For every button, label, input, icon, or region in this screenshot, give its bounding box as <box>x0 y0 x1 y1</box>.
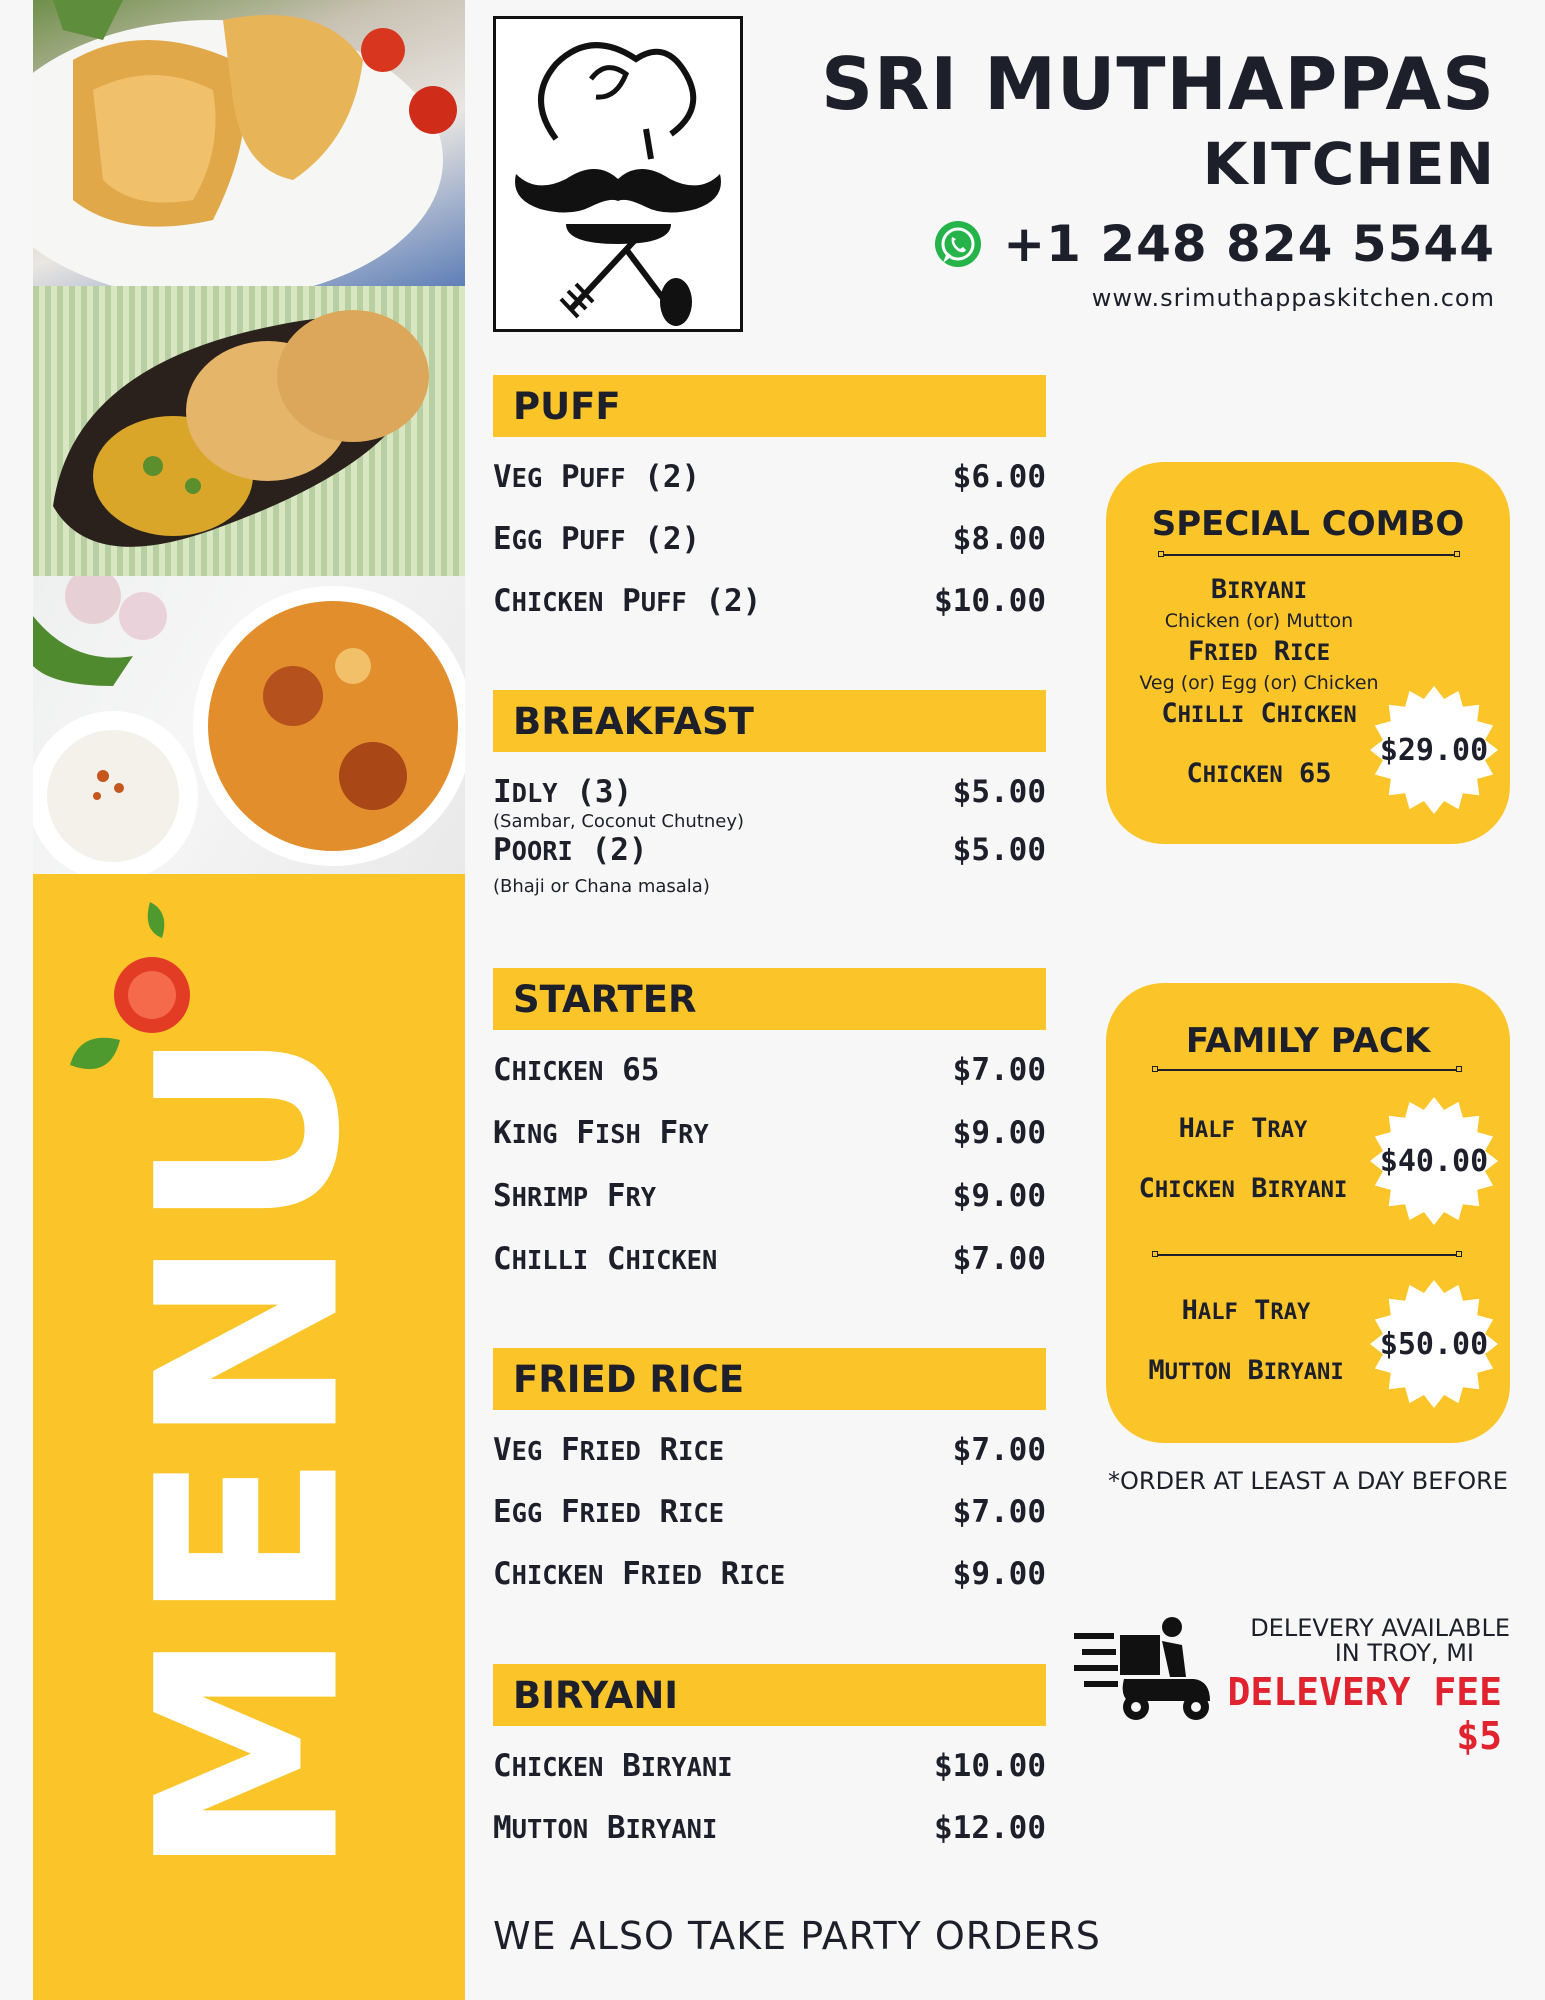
item-name: SHRIMP FRY <box>493 1178 657 1214</box>
item-name: CHICKEN FRIED RICE <box>493 1556 786 1592</box>
special-combo-title: SPECIAL COMBO <box>1151 504 1465 544</box>
chef-logo <box>493 16 743 332</box>
item-price: $12.00 <box>934 1810 1046 1846</box>
delivery-scooter-icon <box>1074 1615 1214 1725</box>
order-note: *ORDER AT LEAST A DAY BEFORE <box>1108 1467 1508 1495</box>
divider <box>1164 554 1454 556</box>
item-price: $7.00 <box>952 1432 1046 1468</box>
biryani-heading: BIRYANI <box>493 1664 1046 1726</box>
item-name: IDLY (3) <box>493 774 633 810</box>
combo-item: BIRYANI <box>1210 574 1308 605</box>
pack-line: CHICKEN BIRYANI <box>1138 1173 1348 1204</box>
puff-photo <box>33 0 465 286</box>
menu-item <box>493 774 1046 832</box>
family-pack-card <box>1106 983 1510 1443</box>
delivery-fee: DELEVERY FEE $5 <box>1227 1670 1502 1758</box>
biryani-photo-art <box>33 576 465 874</box>
item-name: CHICKEN PUFF (2) <box>493 583 762 619</box>
menu-item <box>493 521 1046 557</box>
pack-line: HALF TRAY <box>1178 1113 1308 1144</box>
combo-item-sub: Veg (or) Egg (or) Chicken <box>1139 672 1379 694</box>
puff-section <box>493 375 1046 619</box>
divider <box>1158 1069 1456 1071</box>
item-price: $7.00 <box>952 1241 1046 1277</box>
delivery-line: IN TROY, MI <box>1334 1639 1474 1667</box>
party-orders-footer: WE ALSO TAKE PARTY ORDERS <box>493 1914 1101 1958</box>
delivery-availability <box>1200 1616 1510 1666</box>
item-name: VEG FRIED RICE <box>493 1432 725 1468</box>
item-price: $10.00 <box>934 1748 1046 1784</box>
item-price: $6.00 <box>952 459 1046 495</box>
item-price: $7.00 <box>952 1052 1046 1088</box>
puff-photo-art <box>33 0 465 286</box>
item-price: $5.00 <box>952 774 1046 810</box>
menu-item <box>493 1810 1046 1846</box>
item-price: $9.00 <box>952 1178 1046 1214</box>
breakfast-section <box>493 690 1046 897</box>
starter-heading: STARTER <box>493 968 1046 1030</box>
item-name: VEG PUFF (2) <box>493 459 701 495</box>
item-name: CHICKEN BIRYANI <box>493 1748 733 1784</box>
combo-item: CHICKEN 65 <box>1186 758 1332 789</box>
menu-item <box>493 459 1046 495</box>
item-name: CHICKEN 65 <box>493 1052 660 1088</box>
menu-item <box>493 832 1046 897</box>
menu-vertical-label: MENU <box>103 1022 395 1878</box>
combo-price: $29.00 <box>1379 732 1489 768</box>
item-price: $5.00 <box>952 832 1046 868</box>
website-link[interactable]: www.srimuthappaskitchen.com <box>1091 284 1495 312</box>
item-name: KING FISH FRY <box>493 1115 709 1151</box>
item-name: EGG FRIED RICE <box>493 1494 725 1530</box>
phone-number[interactable]: +1 248 824 5544 <box>1003 215 1495 273</box>
item-name: CHILLI CHICKEN <box>493 1241 718 1277</box>
brand-subname: KITCHEN <box>1202 130 1495 198</box>
menu-item <box>493 1178 1046 1214</box>
brand-name: SRI MUTHAPPAS <box>821 42 1495 126</box>
menu-item <box>493 1115 1046 1151</box>
whatsapp-icon[interactable] <box>933 219 983 269</box>
item-name: POORI (2) <box>493 832 648 868</box>
menu-item <box>493 1052 1046 1088</box>
phone-row <box>933 215 1495 273</box>
price-burst-badge <box>1368 1095 1500 1227</box>
menu-item <box>493 1494 1046 1530</box>
combo-item-sub: Chicken (or) Mutton <box>1164 610 1354 632</box>
poori-photo <box>33 286 465 576</box>
item-price: $7.00 <box>952 1494 1046 1530</box>
breakfast-heading: BREAKFAST <box>493 690 1046 752</box>
fried-rice-section <box>493 1348 1046 1592</box>
chef-mustache-icon <box>496 19 740 329</box>
item-name: EGG PUFF (2) <box>493 521 701 557</box>
delivery-line: DELEVERY AVAILABLE <box>1250 1614 1510 1642</box>
item-price: $9.00 <box>952 1115 1046 1151</box>
item-price: $8.00 <box>952 521 1046 557</box>
pack-price: $40.00 <box>1379 1143 1489 1179</box>
puff-heading: PUFF <box>493 375 1046 437</box>
special-combo-card <box>1106 462 1510 844</box>
biryani-photo <box>33 576 465 874</box>
family-pack-title: FAMILY PACK <box>1185 1021 1431 1061</box>
divider <box>1158 1254 1456 1256</box>
menu-item <box>493 1432 1046 1468</box>
item-price: $9.00 <box>952 1556 1046 1592</box>
item-note: (Bhaji or Chana masala) <box>493 876 710 897</box>
pack-price: $50.00 <box>1379 1326 1489 1362</box>
menu-item <box>493 1241 1046 1277</box>
menu-item <box>493 1748 1046 1784</box>
poori-photo-art <box>33 286 465 576</box>
menu-item <box>493 583 1046 619</box>
starter-section <box>493 968 1046 1277</box>
price-burst-badge <box>1368 1278 1500 1410</box>
combo-item: FRIED RICE <box>1187 636 1331 667</box>
pack-line: MUTTON BIRYANI <box>1148 1355 1344 1386</box>
item-price: $10.00 <box>934 583 1046 619</box>
price-burst-badge <box>1368 684 1500 816</box>
item-note: (Sambar, Coconut Chutney) <box>493 811 744 832</box>
combo-item: CHILLI CHICKEN <box>1161 698 1357 729</box>
item-name: MUTTON BIRYANI <box>493 1810 718 1846</box>
biryani-section <box>493 1664 1046 1846</box>
pack-line: HALF TRAY <box>1181 1295 1311 1326</box>
fried-rice-heading: FRIED RICE <box>493 1348 1046 1410</box>
menu-item <box>493 1556 1046 1592</box>
